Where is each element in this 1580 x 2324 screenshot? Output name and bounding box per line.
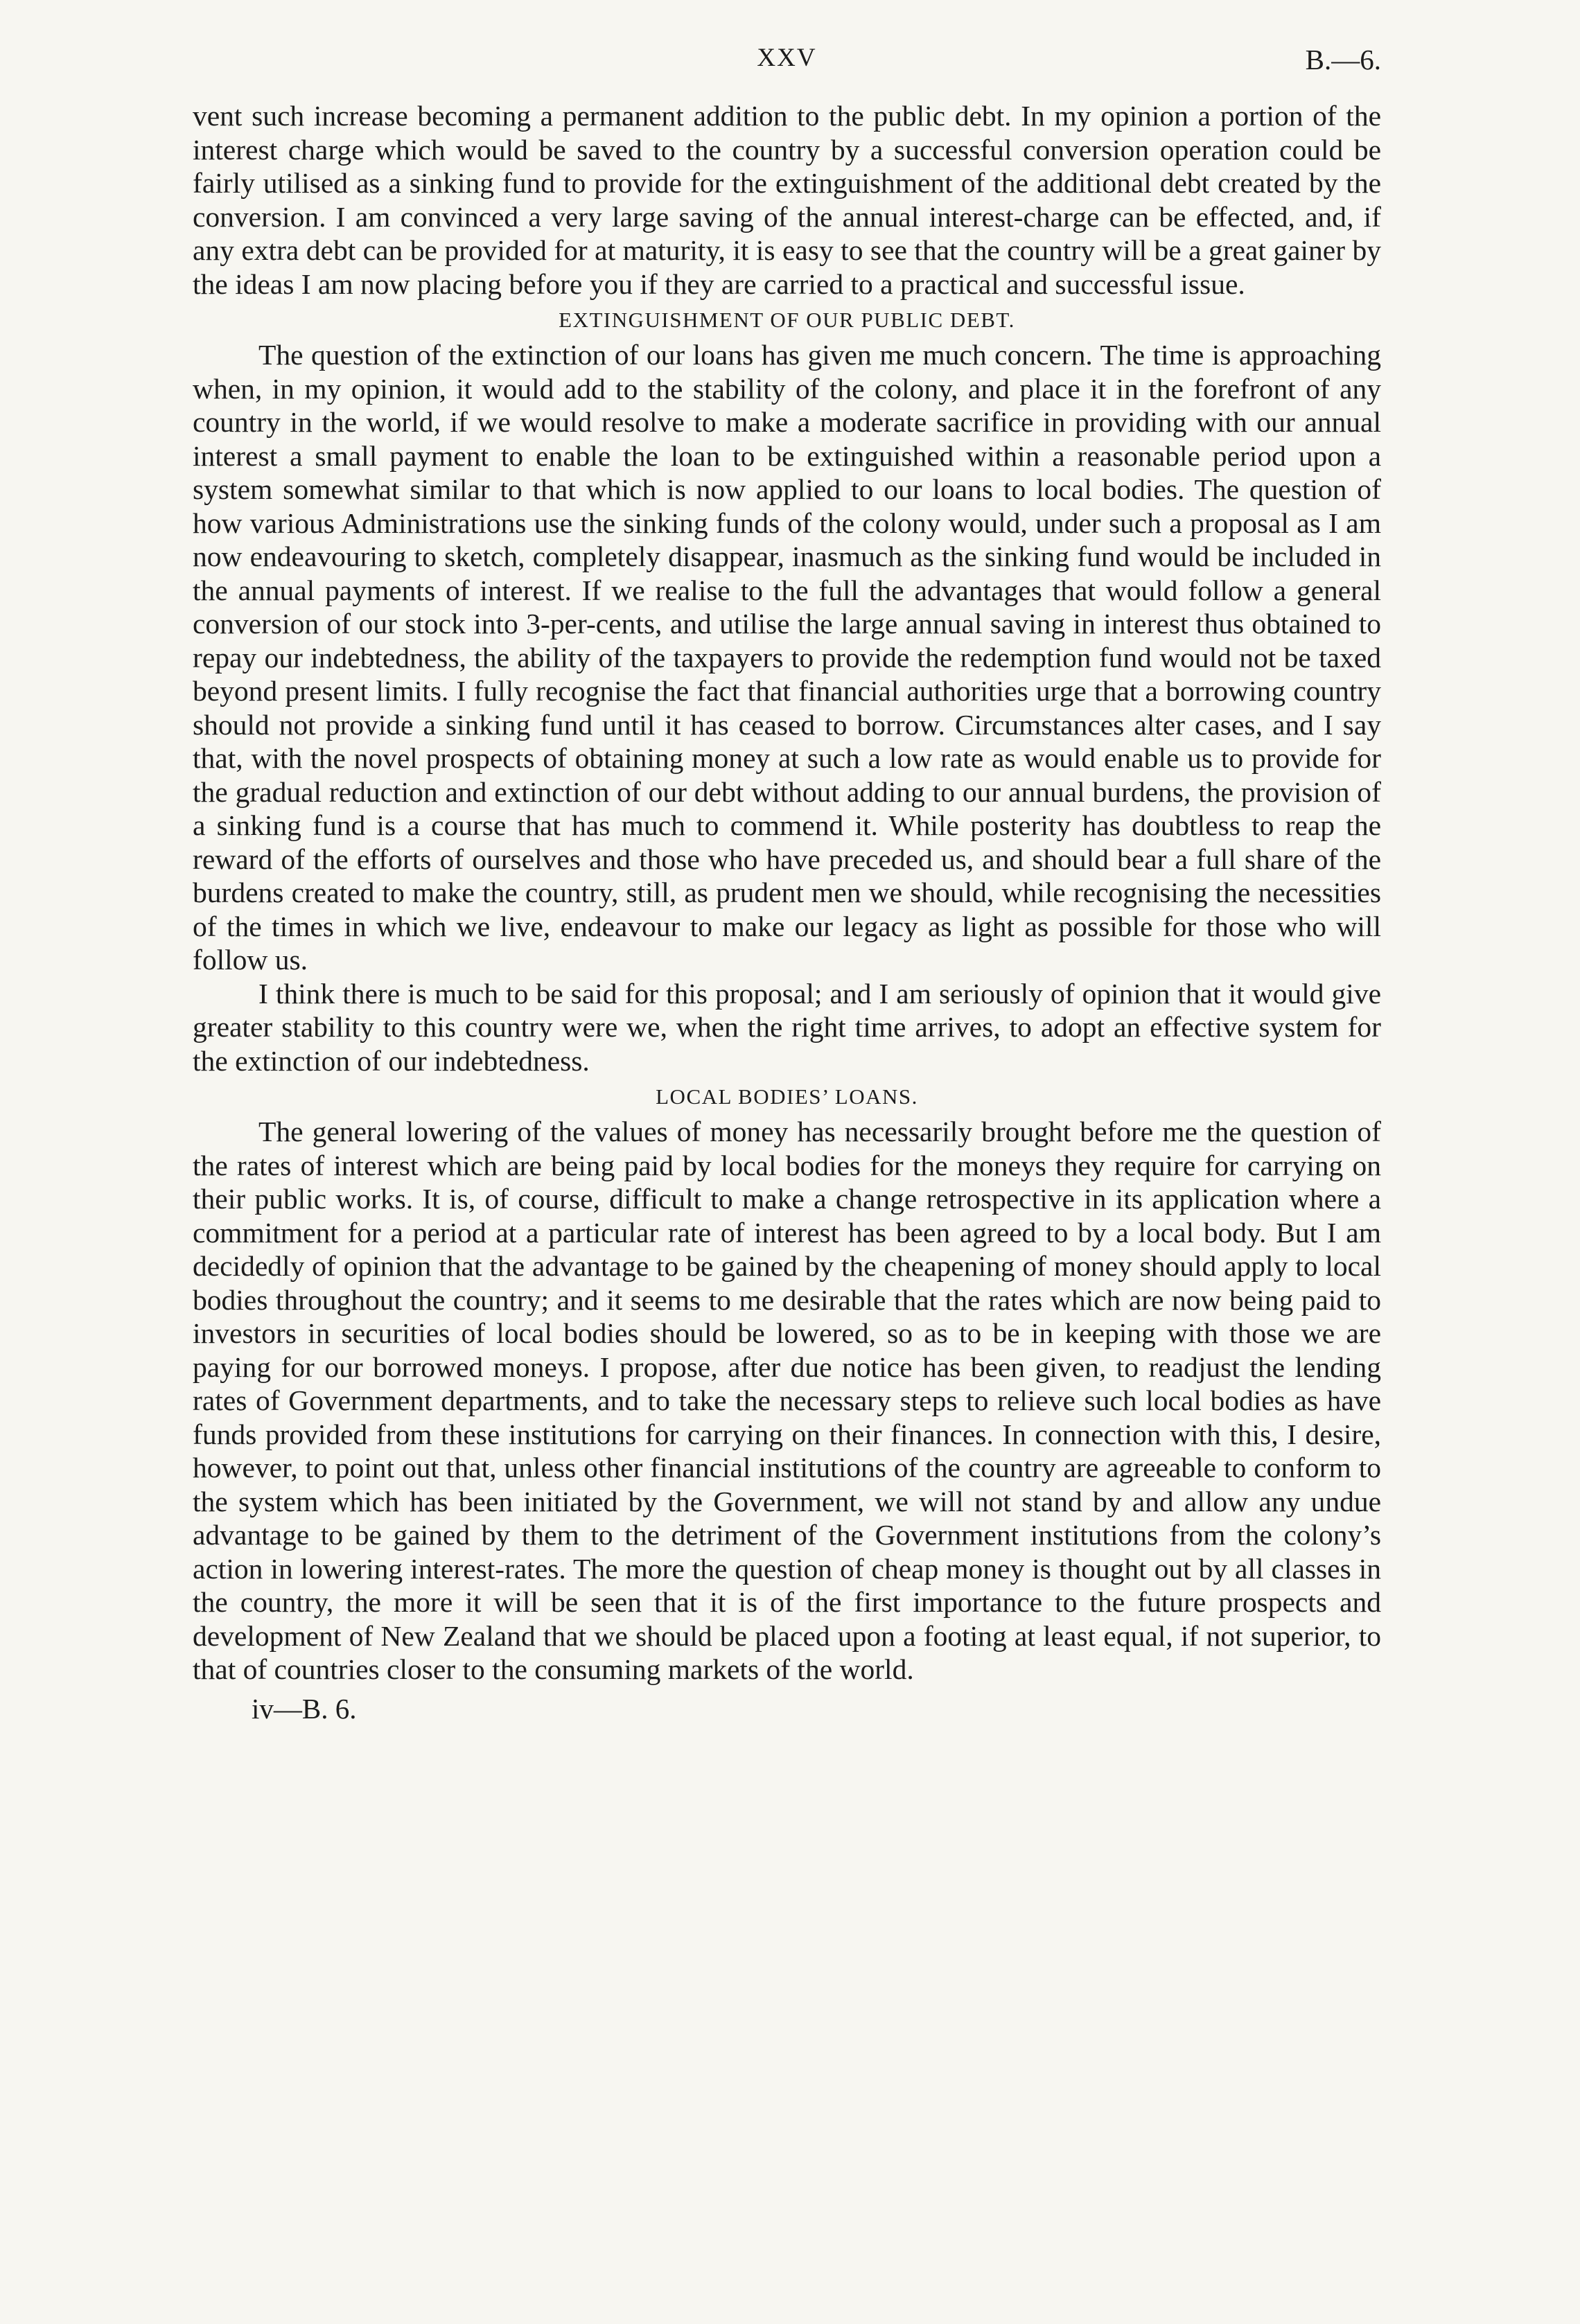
paragraph-extinction-of-loans: The question of the extinction of our loans has given me much concern. The time is approaching when, in my opinion, it would add to the stability of the colony, and place it in the forefront of any country in the world, if we would resolve to make a moderate sacrifice in providing with our annual interest a small payment to enable the loan to be extinguished within a reasonable period upon a system somewhat similar to that which is now applied to our loans to local bodies. The question of how various Administrations use the sinking funds of the colony would, under such a proposal as I am now endeavouring to sketch, completely disappear, inasmuch as the sinking fund would be included in the annual payments of interest. If we realise to the full the advantages that would follow a general conversion of our stock into 3-per-cents, and utilise the large annual saving in interest thus obtained to repay our indebtedness, the ability of the taxpayers to provide the redemption fund would not be taxed beyond present limits. I fully recognise the fact that financial authorities urge that a borrowing country should not provide a sinking fund until it has ceased to borrow. Circumstances alter cases, and I say that, with the novel prospects of obtaining money at such a low rate as would enable us to provide for the gradual reduction and extinction of our debt without adding to our annual burdens, the provision of a sinking fund is a course that has much to commend it. While posterity has doubtless to reap the reward of the efforts of ourselves and those who have preceded us, and should bear a full share of the burdens created to make the country, still, as prudent men we should, while recognising the necessities of the times in which we live, endeavour to make our legacy as light as possible for those who will follow us. [193,339,1381,976]
paragraph-proposal-stability: I think there is much to be said for this proposal; and I am seriously of opinion that it would give greater stability to this country were we, when the right time arrives, to adopt an effective system for the extinction of our indebtedness. [193,977,1381,1077]
section-heading-local-bodies-loans: LOCAL BODIES’ LOANS. [656,1084,918,1109]
signature-mark: iv—B. 6. [252,1692,357,1725]
paragraph-local-bodies-interest: The general lowering of the values of money has necessarily brought before me the question of the rates of interest which are being paid by local bodies for the moneys they require for carrying on their public works. It is, of course, difficult to make a change retrospective in its application where a commitment for a period at a particular rate of interest has been agreed to by a local body. But I am decidedly of opinion that the advantage to be gained by the cheapening of money should apply to local bodies throughout the country; and it seems to me desirable that the rates which are now being paid to investors in securities of local bodies should be lowered, so as to be in keeping with those we are paying for our borrowed moneys. I propose, after due notice has been given, to readjust the lending rates of Government departments, and to take the necessary steps to relieve such local bodies as have funds provided from these institutions for carrying on their finances. In connection with this, I desire, however, to point out that, unless other financial institutions of the country are agreeable to conform to the system which has been initiated by the Government, we will not stand by and allow any undue advantage to be gained by them to the detriment of the Government institutions from the colony’s action in lowering interest-rates. The more the question of cheap money is thought out by all classes in the country, the more it will be seen that it is of the first importance to the future prospects and development of New Zealand that we should be placed upon a footing at least equal, if not superior, to that of countries closer to the consuming markets of the world. [193,1116,1381,1685]
document-body [193,99,1381,1727]
document-reference: B.—6. [1305,44,1381,76]
page-number-roman: XXV [757,44,817,72]
section-heading-extinguishment: EXTINGUISHMENT OF OUR PUBLIC DEBT. [559,308,1015,332]
paragraph-sinking-fund-continuation: vent such increase becoming a permanent addition to the public debt. In my opinion a portion of the interest charge which would be saved to the country by a successful conversion operation could be fairly utilised as a sinking fund to provide for the extinguishment of the additional debt created by the conversion. I am convinced a very large saving of the annual interest-charge can be effected, and, if any extra debt can be provided for at maturity, it is easy to see that the country will be a great gainer by the ideas I am now placing before you if they are carried to a practical and successful issue. [193,100,1381,300]
page-header [193,43,1381,85]
